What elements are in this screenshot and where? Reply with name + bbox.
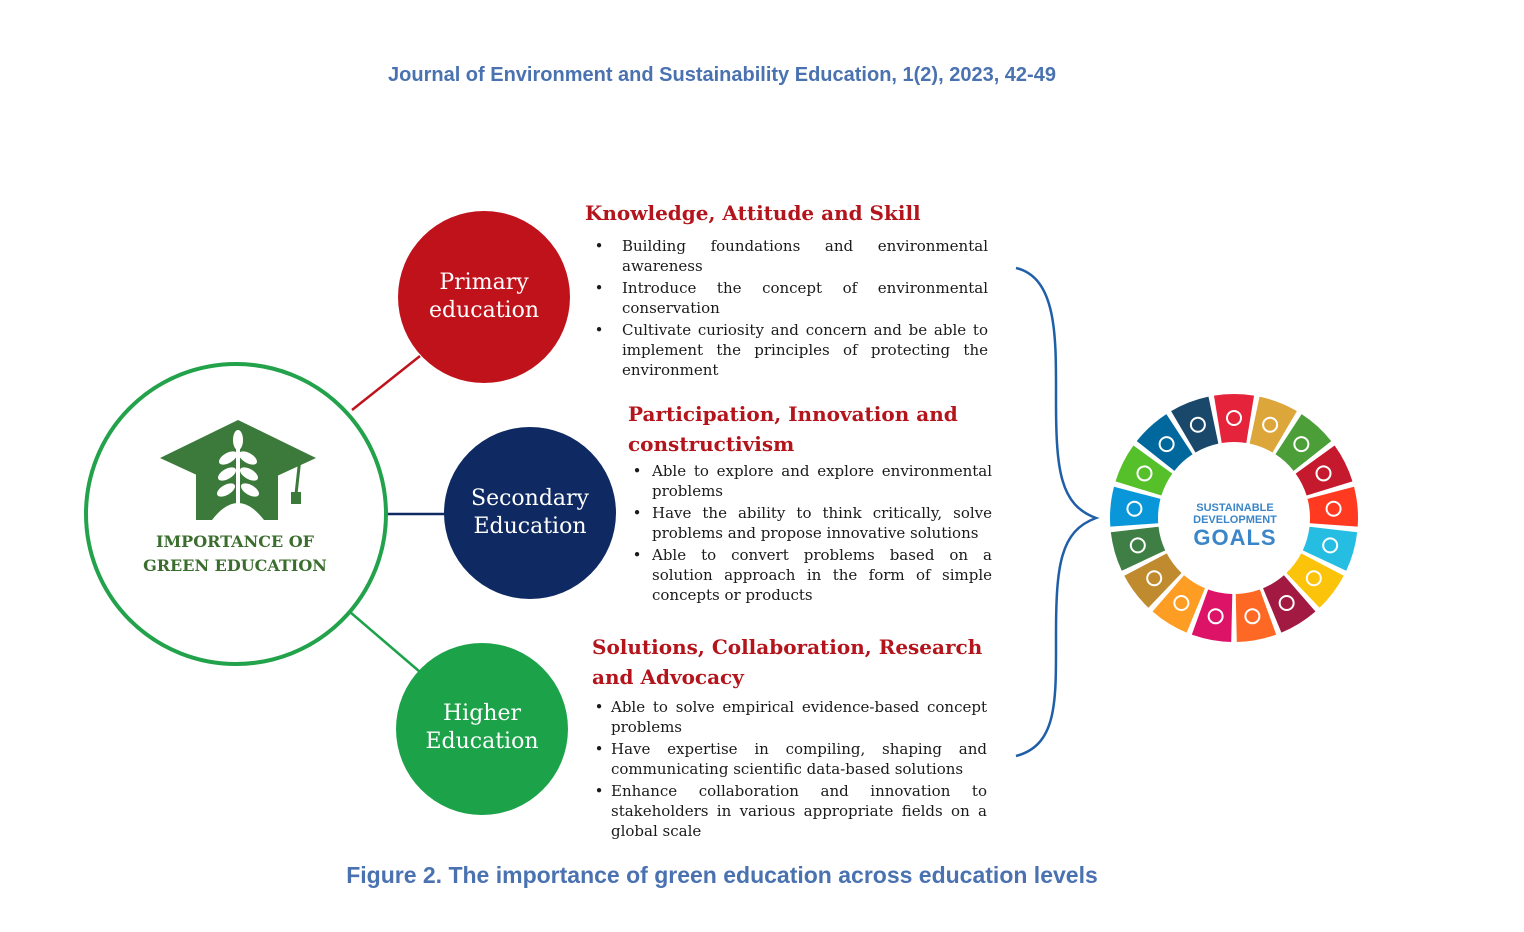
bullet-item: • Have expertise in compiling, shaping and communicating scientific data-based solutions (592, 739, 987, 779)
secondary-heading-line2: constructivism (628, 432, 795, 456)
curly-brace (1016, 268, 1096, 756)
center-label (128, 530, 342, 578)
sdg-segment (1214, 394, 1254, 443)
bullet-item: • Able to explore and explore environmental problems (630, 461, 992, 501)
sdg-line2: DEVELOPMENT (1193, 514, 1277, 526)
bullet-item: • Able to solve empirical evidence-based concept problems (592, 697, 987, 737)
primary-bullet-list (592, 236, 988, 382)
bullet-item: • Building foundations and environmental awareness (592, 236, 988, 276)
bullet-item: • Cultivate curiosity and concern and be able to implement the principles of protecting the environment (592, 320, 988, 380)
bullet-item: • Able to convert problems based on a solution approach in the form of simple concepts or products (630, 545, 992, 605)
bullet-item: • Introduce the concept of environmental conservation (592, 278, 988, 318)
sdg-line3: GOALS (1193, 525, 1277, 550)
secondary-bullet-list (630, 461, 992, 607)
center-label-line2: GREEN EDUCATION (143, 556, 327, 575)
center-label-line1: IMPORTANCE OF (155, 532, 315, 551)
higher-label-line1: Higher (442, 701, 521, 726)
higher-heading-line1: Solutions, Collaboration, Research (592, 635, 983, 659)
primary-label-line1: Primary (439, 270, 529, 295)
figure-caption: Figure 2. The importance of green education across education levels (346, 862, 1098, 888)
higher-heading (592, 632, 982, 692)
higher-label-line2: Education (425, 729, 539, 754)
secondary-label-line2: Education (473, 514, 587, 539)
higher-bullet-list (592, 697, 987, 843)
primary-label-line2: education (429, 298, 539, 323)
connector-primary (352, 356, 420, 410)
sdg-line1: SUSTAINABLE (1196, 502, 1274, 514)
secondary-heading-line1: Participation, Innovation and (628, 402, 958, 426)
secondary-education-label (444, 485, 616, 541)
secondary-heading (628, 399, 958, 459)
secondary-label-line1: Secondary (471, 486, 589, 511)
journal-header: Journal of Environment and Sustainability Education, 1(2), 2023, 42-49 (388, 64, 1056, 86)
primary-education-label (398, 269, 570, 325)
sdg-logo-text (1180, 502, 1290, 550)
bullet-item: • Have the ability to think critically, solve problems and propose innovative solutions (630, 503, 992, 543)
higher-heading-line2: and Advocacy (592, 665, 744, 689)
primary-heading: Knowledge, Attitude and Skill (585, 201, 921, 225)
connector-higher (350, 612, 420, 672)
higher-education-label (396, 700, 568, 756)
bullet-item: • Enhance collaboration and innovation to stakeholders in various appropriate fields on a global scale (592, 781, 987, 841)
